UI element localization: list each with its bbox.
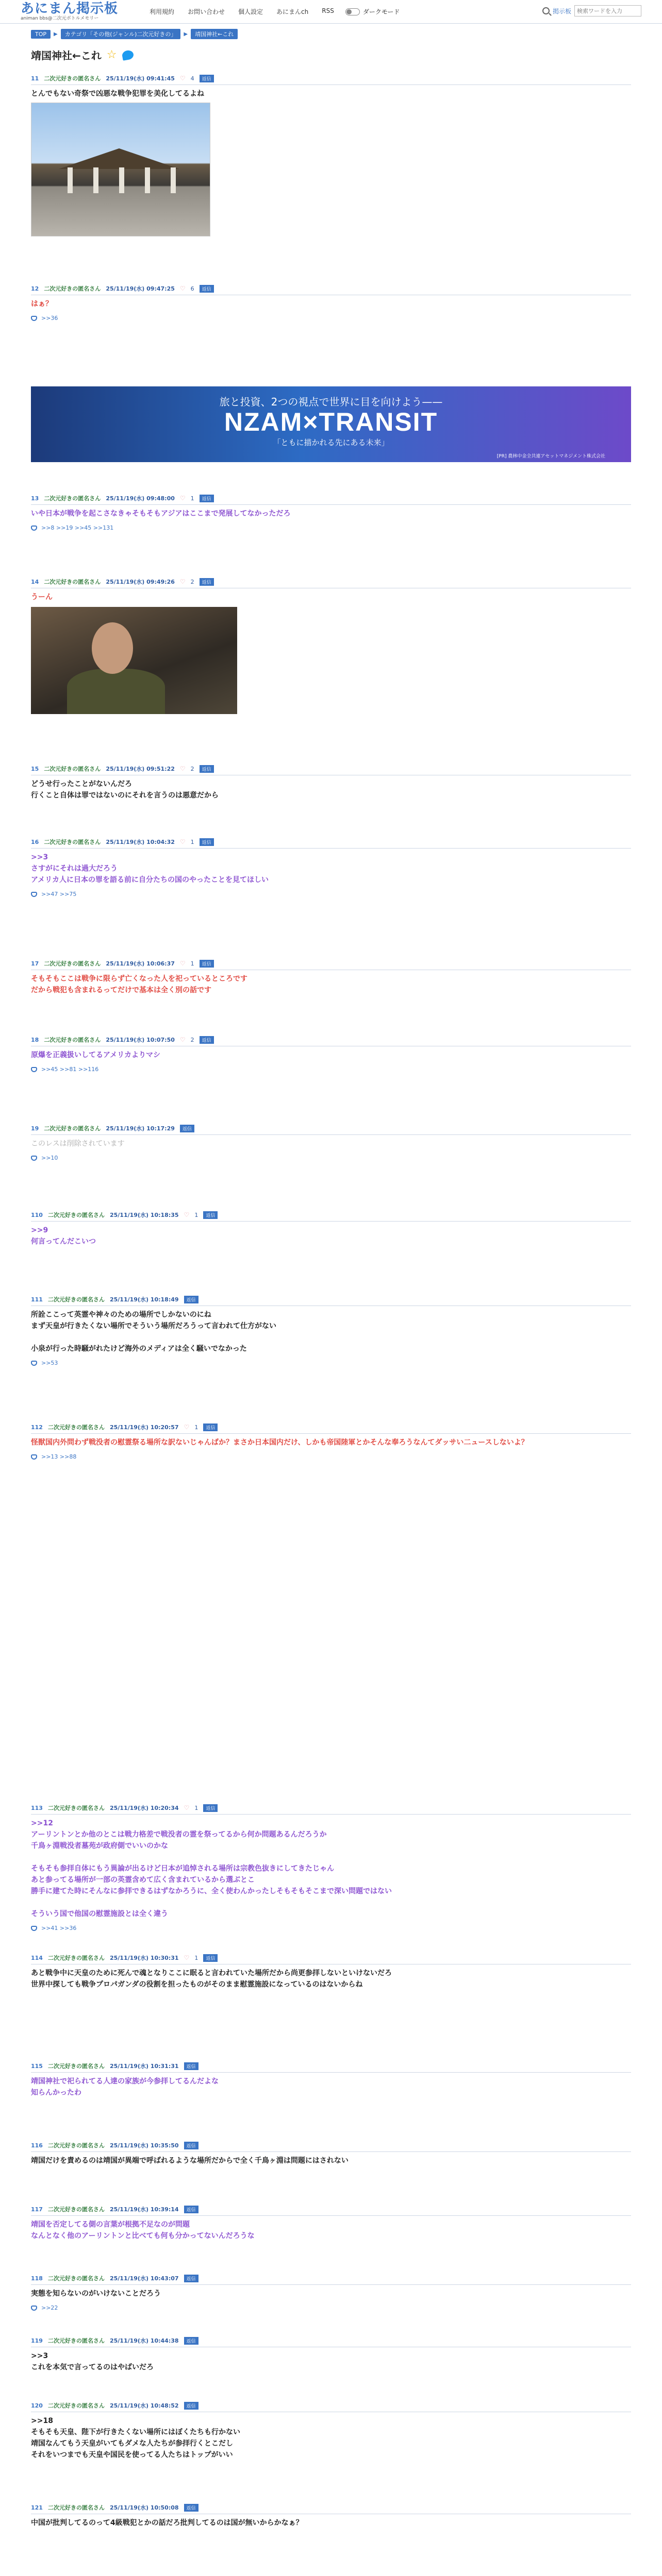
post-author: 二次元好きの匿名さん	[47, 2337, 105, 2344]
nav-animanch[interactable]: あにまんch	[276, 8, 309, 15]
post-body	[31, 1222, 631, 1247]
reply-button[interactable]: 返信	[200, 1036, 214, 1044]
post	[31, 575, 631, 714]
post-date: 25/11/19(水) 10:35:50	[109, 2142, 179, 2149]
post-number[interactable]: 19	[31, 1125, 39, 1132]
post-header	[31, 1293, 631, 1306]
like-count: 2	[190, 578, 194, 585]
post-number[interactable]: 121	[31, 2504, 43, 2511]
reply-refs	[31, 886, 631, 897]
post-date: 25/11/19(水) 10:17:29	[106, 1125, 175, 1132]
heart-icon[interactable]: ♡	[184, 1423, 190, 1431]
post-author: 二次元好きの匿名さん	[44, 579, 101, 585]
like-count: 1	[194, 1211, 198, 1218]
post-line[interactable]: >>12	[31, 1819, 53, 1827]
post-header	[31, 2272, 631, 2285]
post-author: 二次元好きの匿名さん	[44, 1125, 101, 1132]
pillar-shape	[93, 167, 98, 193]
pillar-shape	[145, 167, 150, 193]
post-number[interactable]: 118	[31, 2275, 43, 2282]
nav-terms[interactable]: 利用規約	[150, 8, 175, 15]
logo-sub: animan bbs@二次元ボトルメモリー	[21, 16, 99, 21]
post-author: 二次元好きの匿名さん	[47, 2402, 105, 2409]
post-date: 25/11/19(水) 09:51:22	[106, 766, 175, 772]
reply-refs	[31, 1448, 631, 1460]
heart-icon[interactable]: ♡	[179, 1036, 186, 1043]
chevron-right-icon: ▶	[184, 31, 188, 37]
reply-links[interactable]: >>41 >>36	[41, 1925, 77, 1931]
reply-button[interactable]: 返信	[203, 1423, 218, 1431]
pillar-shape	[119, 167, 124, 193]
post-line: そもそも天皇、陛下が行きたくない場所にはぼくたちも行かない	[31, 2428, 240, 2436]
post-body	[31, 85, 631, 99]
heart-icon[interactable]: ♡	[179, 285, 186, 292]
post-author: 二次元好きの匿名さん	[47, 2142, 105, 2149]
reply-links[interactable]: >>13 >>88	[41, 1453, 77, 1460]
post-date: 25/11/19(水) 09:41:45	[106, 75, 175, 82]
post-line[interactable]: >>9	[31, 1226, 48, 1234]
post-line: いや日本が戦争を起こさなきゃそもそもアジアはここまで発展してなかっただろ	[31, 510, 291, 518]
twitter-icon[interactable]	[121, 49, 134, 61]
site-header	[0, 0, 662, 24]
post-header	[31, 1033, 631, 1046]
pillar-shape	[68, 167, 73, 193]
post-author: 二次元好きの匿名さん	[44, 495, 101, 502]
post-header	[31, 2334, 631, 2347]
post-line: 勝手に建てた時にそんなに参拝できるはずなかろうに、全く使わんかったしそもそもそこまで深い問題ではない	[31, 1887, 392, 1895]
post-line	[31, 1332, 631, 1343]
post-header	[31, 762, 631, 775]
post	[31, 2060, 631, 2098]
post-line: 知らんかったわ	[31, 2089, 81, 2097]
like-count: 4	[190, 75, 194, 82]
post-header	[31, 957, 631, 970]
post-author: 二次元好きの匿名さん	[47, 2206, 105, 2213]
post-number[interactable]: 13	[31, 495, 39, 502]
logo-main: あにまん掲示板	[21, 1, 119, 16]
post-header	[31, 2060, 631, 2073]
heart-icon[interactable]: ♡	[179, 495, 186, 502]
post-body	[31, 1306, 631, 1354]
post-number[interactable]: 11	[31, 75, 39, 82]
dark-mode-label: ダークモード	[362, 8, 400, 15]
post-author: 二次元好きの匿名さん	[44, 839, 101, 845]
roof-shape	[52, 148, 186, 169]
post	[31, 836, 631, 897]
post-date: 25/11/19(水) 09:49:26	[106, 579, 175, 585]
post-line: はぁ？	[31, 300, 53, 308]
post-author: 二次元好きの匿名さん	[47, 1296, 105, 1303]
reaction-image[interactable]	[31, 607, 237, 714]
post-number[interactable]: 113	[31, 1804, 43, 1811]
breadcrumb	[0, 24, 662, 39]
post-author: 二次元好きの匿名さん	[44, 960, 101, 967]
post	[31, 1122, 631, 1161]
person-shape	[67, 669, 165, 714]
post-number[interactable]: 114	[31, 1954, 43, 1961]
post-number[interactable]: 115	[31, 2062, 43, 2070]
post-author: 二次元好きの匿名さん	[47, 2063, 105, 2070]
post-line: 小泉が行った時騒がれたけど海外のメディアは全く騒いでなかった	[31, 1345, 247, 1353]
post-header	[31, 1952, 631, 1964]
post-date: 25/11/19(水) 10:07:50	[106, 1037, 175, 1043]
reply-links[interactable]: >>36	[41, 315, 58, 321]
post-line: 靖国だけを責めるのは靖国が異端で呼ばれるような場所だからで全く千鳥ヶ淵は問題にはされない	[31, 2157, 349, 2165]
post-line: そういう国で他国の慰霊施設とは全く違う	[31, 1910, 168, 1918]
ad-banner[interactable]	[31, 386, 631, 462]
heart-icon[interactable]: ♡	[184, 1954, 190, 1961]
reply-button[interactable]: 返信	[200, 838, 214, 846]
post-body	[31, 2073, 631, 2098]
reply-icon	[31, 1156, 37, 1161]
reply-button[interactable]: 返信	[184, 1296, 198, 1303]
post-line: とんでもない奇祭で凶悪な戦争犯罪を美化してるよね	[31, 90, 204, 98]
post-author: 二次元好きの匿名さん	[47, 1805, 105, 1811]
post-author: 二次元好きの匿名さん	[47, 1424, 105, 1431]
post-body	[31, 1964, 631, 1990]
post	[31, 72, 631, 236]
post-body	[31, 588, 631, 603]
like-count: 1	[190, 495, 194, 502]
heart-icon[interactable]: ♡	[179, 75, 186, 82]
pillar-shape	[171, 167, 176, 193]
post-body	[31, 2412, 631, 2461]
post-number[interactable]: 112	[31, 1423, 43, 1431]
post-date: 25/11/19(水) 10:30:31	[109, 1955, 179, 1961]
reply-links[interactable]: >>22	[41, 2304, 58, 2311]
ad-subtitle: 「ともに描かれる先にある未来」	[273, 438, 389, 447]
post-date: 25/11/19(水) 10:20:57	[109, 1424, 179, 1431]
ad-title: NZAM×TRANSIT	[224, 408, 438, 436]
post-body	[31, 1046, 631, 1061]
post-body	[31, 1815, 631, 1920]
post-number[interactable]: 120	[31, 2402, 43, 2409]
post-date: 25/11/19(水) 10:39:14	[109, 2206, 179, 2213]
like-count: 2	[190, 1036, 194, 1043]
heart-icon[interactable]: ♡	[179, 960, 186, 967]
post-body	[31, 2285, 631, 2299]
post	[31, 2399, 631, 2461]
post	[31, 1293, 631, 1366]
post	[31, 762, 631, 801]
ad-top-text: 旅と投資、2つの視点で世界に目を向けよう——	[219, 396, 443, 408]
post-body	[31, 2347, 631, 2373]
post-line: そもそも参拝自体にもう異論が出るけど日本が追悼される場所は宗教色抜きにしてきたじゃん	[31, 1865, 334, 1873]
post-date: 25/11/19(水) 10:20:34	[109, 1805, 179, 1811]
post	[31, 1421, 631, 1460]
reply-refs	[31, 310, 631, 321]
post-author: 二次元好きの匿名さん	[44, 75, 101, 82]
post-line[interactable]: >>3	[31, 853, 48, 861]
post-author: 二次元好きの匿名さん	[47, 2275, 105, 2282]
post-line: そもそもここは戦争に限らず亡くなった人を祀っているところです	[31, 975, 247, 983]
post-author: 二次元好きの匿名さん	[47, 1955, 105, 1961]
like-count: 1	[194, 1804, 198, 1811]
post-header	[31, 836, 631, 849]
reply-icon	[31, 2306, 37, 2311]
like-count: 1	[190, 838, 194, 845]
site-logo[interactable]	[21, 2, 134, 21]
heart-icon[interactable]: ♡	[179, 838, 186, 845]
reply-links[interactable]: >>47 >>75	[41, 891, 77, 897]
post-header	[31, 282, 631, 295]
post-line: さすがにそれは過大だろう	[31, 865, 118, 873]
post-number[interactable]: 14	[31, 578, 39, 585]
reply-button[interactable]: 返信	[200, 960, 214, 968]
heart-icon[interactable]: ♡	[179, 578, 186, 585]
post-body	[31, 2514, 631, 2529]
reply-icon	[31, 316, 37, 321]
post	[31, 492, 631, 531]
nav-rss[interactable]: RSS	[322, 7, 334, 14]
reply-button[interactable]: 返信	[184, 2142, 198, 2149]
post-date: 25/11/19(水) 10:43:07	[109, 2275, 179, 2282]
post-date: 25/11/19(水) 10:44:38	[109, 2337, 179, 2344]
reply-refs	[31, 1149, 631, 1161]
post-line: 行くこと自体は罪ではないのにそれを言うのは悪意だから	[31, 791, 219, 800]
post-line: うーん	[31, 593, 53, 601]
post-header	[31, 2139, 631, 2152]
post-body	[31, 2216, 631, 2242]
nav-settings[interactable]: 個人設定	[238, 8, 263, 15]
reply-button[interactable]: 返信	[184, 2504, 198, 2512]
reply-refs	[31, 1061, 631, 1073]
reply-button[interactable]: 返信	[184, 2337, 198, 2345]
reply-links[interactable]: >>10	[41, 1155, 58, 1161]
chevron-right-icon: ▶	[54, 31, 58, 37]
reply-refs	[31, 2299, 631, 2311]
search-scope[interactable]: 掲示板	[552, 7, 571, 15]
post	[31, 1802, 631, 1931]
post	[31, 2139, 631, 2166]
post-date: 25/11/19(水) 09:47:25	[106, 285, 175, 292]
thread-title-row	[0, 39, 662, 69]
post-line: あと参ってる場所が一部の英霊含めて広く含まれているから選ぶとこ	[31, 1876, 255, 1884]
post-number[interactable]: 110	[31, 1211, 43, 1218]
post-line: なんとなく他のアーリントンと比べても何も分かってないんだろうな	[31, 2232, 255, 2240]
post-number[interactable]: 12	[31, 285, 39, 292]
breadcrumb-thread[interactable]: 靖国神社←これ	[191, 29, 238, 39]
post-line: 何言ってんだこいつ	[31, 1238, 96, 1246]
reply-button[interactable]: 返信	[200, 75, 214, 82]
post-author: 二次元好きの匿名さん	[44, 285, 101, 292]
post-author: 二次元好きの匿名さん	[47, 2504, 105, 2511]
reply-button[interactable]: 返信	[203, 1211, 218, 1219]
post-body	[31, 970, 631, 996]
ad-foot: [PR] 農林中金全共連アセットマネジメント株式会社	[496, 454, 605, 459]
star-icon[interactable]: ☆	[106, 48, 117, 61]
post-line[interactable]: >>3	[31, 2352, 48, 2360]
post-header	[31, 2399, 631, 2412]
post-body	[31, 1135, 631, 1149]
reply-button[interactable]: 返信	[200, 765, 214, 773]
search-icon[interactable]	[542, 7, 550, 14]
post-number[interactable]: 17	[31, 960, 39, 967]
reply-button[interactable]: 返信	[184, 2402, 198, 2410]
post	[31, 2501, 631, 2529]
post-line: それをいつまでも天皇や国民を使ってる人たちはトップがいい	[31, 2451, 233, 2459]
post	[31, 2334, 631, 2373]
post-line: 原爆を正義扱いしてるアメリカよりマシ	[31, 1051, 161, 1059]
post-header	[31, 492, 631, 505]
reply-button[interactable]: 返信	[203, 1954, 218, 1962]
reply-button[interactable]: 返信	[184, 2275, 198, 2282]
post	[31, 2203, 631, 2242]
post-date: 25/11/19(水) 10:18:49	[109, 1296, 179, 1303]
nav-contact[interactable]: お問い合わせ	[188, 8, 225, 15]
post	[31, 282, 631, 321]
reply-icon	[31, 526, 37, 531]
post-line: 怪獣国内外問わず戦没者の慰霊祭る場所な訳ないじゃんばか？まさか日本国内だけ、しかも帝国陸軍とかそんな奉ろうなんてダッサい二ュースしないよ？	[31, 1438, 528, 1447]
post-header	[31, 2203, 631, 2216]
post-body	[31, 1434, 631, 1448]
post-date: 25/11/19(水) 10:18:35	[109, 1212, 179, 1218]
reply-icon	[31, 1361, 37, 1366]
post	[31, 1209, 631, 1247]
post-date: 25/11/19(水) 10:48:52	[109, 2402, 179, 2409]
post-line: これを本気で言ってるのはやばいだろ	[31, 2363, 154, 2371]
like-count: 2	[190, 765, 194, 772]
post-line: このレスは削除されています	[31, 1140, 125, 1148]
post-date: 25/11/19(水) 09:48:00	[106, 495, 175, 502]
post-line: 所詮ここって英霊や神々のための場所でしかないのにね	[31, 1311, 211, 1319]
post-body	[31, 295, 631, 310]
reply-button[interactable]: 返信	[200, 578, 214, 586]
reply-links[interactable]: >>8 >>19 >>45 >>131	[41, 524, 114, 531]
post-number[interactable]: 117	[31, 2206, 43, 2213]
reply-button[interactable]: 返信	[180, 1125, 194, 1132]
breadcrumb-category[interactable]: カテゴリ「その他(ジャンル)二次元好きの」	[61, 29, 181, 39]
reply-links[interactable]: >>53	[41, 1360, 58, 1366]
post-body	[31, 505, 631, 519]
heart-icon[interactable]: ♡	[179, 765, 186, 772]
post-line	[31, 1852, 631, 1863]
post-body	[31, 2152, 631, 2166]
like-count: 6	[190, 285, 194, 292]
post-line: アーリントンとか他のとこは戦力格差で戦没者の霊を祭ってるから何か問題あるんだろうか	[31, 1831, 327, 1839]
post-author: 二次元好きの匿名さん	[44, 766, 101, 772]
reply-button[interactable]: 返信	[200, 495, 214, 502]
reply-button[interactable]: 返信	[184, 2206, 198, 2213]
reply-button[interactable]: 返信	[184, 2062, 198, 2070]
post-date: 25/11/19(水) 10:50:08	[109, 2504, 179, 2511]
post-line: あと戦争中に天皇のために死んで魂となりここに眠ると言われていた場所だから尚更参拝しないといけないだろ	[31, 1969, 392, 1977]
post-line: 靖国神社で祀られてる人達の家族が今参拝してるんだよな	[31, 2077, 219, 2086]
post	[31, 2272, 631, 2311]
shrine-photo[interactable]	[31, 103, 210, 236]
reply-button[interactable]: 返信	[200, 285, 214, 293]
search-area	[542, 5, 641, 16]
post-line: 中国が批判してるのって4級戦犯とかの話だろ批判してるのは国が無いからかなぁ？	[31, 2519, 303, 2527]
like-count: 1	[190, 960, 194, 967]
reply-button[interactable]: 返信	[203, 1804, 218, 1812]
post-line: まず天皇が行きたくない場所でそういう場所だろうって言われて仕方がない	[31, 1322, 276, 1330]
reply-refs	[31, 519, 631, 531]
reply-icon	[31, 1454, 37, 1460]
post-header	[31, 1421, 631, 1434]
thread-title: 靖国神社←これ	[31, 49, 102, 62]
dark-mode-toggle[interactable]	[345, 7, 400, 16]
post-line: 世界中探しても戦争プロパガンダの役割を担ったものがそのまま慰霊施設になっているのはないからね	[31, 1980, 363, 1989]
post-line: アメリカ人に日本の罪を語る前に自分たちの国のやったことを見てほしい	[31, 876, 269, 884]
post-line: どうせ行ったことがないんだろ	[31, 780, 132, 788]
post-header	[31, 2501, 631, 2514]
post-number[interactable]: 18	[31, 1036, 39, 1043]
post-line	[31, 1897, 631, 1908]
like-count: 1	[194, 1423, 198, 1431]
like-count: 1	[194, 1954, 198, 1961]
post-number[interactable]: 16	[31, 838, 39, 845]
post	[31, 1033, 631, 1073]
post-line: 靖国を否定してる側の言葉が根拠不足なのが問題	[31, 2221, 190, 2229]
post-line[interactable]: >>18	[31, 2417, 53, 2425]
post-header	[31, 575, 631, 588]
post-header	[31, 1802, 631, 1815]
search-input[interactable]	[574, 5, 641, 16]
post-line: だから戦犯も含まれるってだけで基本は全く別の話です	[31, 986, 211, 994]
person-head	[92, 622, 133, 674]
post-author: 二次元好きの匿名さん	[44, 1037, 101, 1043]
post-date: 25/11/19(水) 10:04:32	[106, 839, 175, 845]
post-line: 実態を知らないのがいけないことだろう	[31, 2290, 161, 2298]
post	[31, 957, 631, 996]
post	[31, 1952, 631, 1990]
heart-icon[interactable]: ♡	[184, 1804, 190, 1811]
post-number[interactable]: 111	[31, 1296, 43, 1303]
breadcrumb-top[interactable]: TOP	[31, 30, 51, 39]
post-body	[31, 775, 631, 801]
heart-icon[interactable]: ♡	[184, 1211, 190, 1218]
reply-icon	[31, 892, 37, 897]
reply-refs	[31, 1354, 631, 1366]
reply-links[interactable]: >>45 >>81 >>116	[41, 1066, 99, 1073]
post-number[interactable]: 119	[31, 2337, 43, 2344]
post-author: 二次元好きの匿名さん	[47, 1212, 105, 1218]
post-line: 靖国なんてもう天皇がいてもダメな人たちが参拝行くとこだし	[31, 2439, 233, 2448]
post-number[interactable]: 15	[31, 765, 39, 772]
reply-refs	[31, 1920, 631, 1931]
post-line: 千鳥ヶ淵戦没者墓苑が政府側でいいのかな	[31, 1842, 168, 1850]
post-date: 25/11/19(水) 10:31:31	[109, 2063, 179, 2070]
reply-icon	[31, 1926, 37, 1931]
post-date: 25/11/19(水) 10:06:37	[106, 960, 175, 967]
post-header	[31, 1122, 631, 1135]
global-nav	[150, 7, 334, 16]
post-header	[31, 72, 631, 85]
post-header	[31, 1209, 631, 1222]
toggle-switch-icon[interactable]	[345, 8, 360, 15]
post-body	[31, 849, 631, 886]
post-number[interactable]: 116	[31, 2142, 43, 2149]
reply-icon	[31, 1067, 37, 1072]
